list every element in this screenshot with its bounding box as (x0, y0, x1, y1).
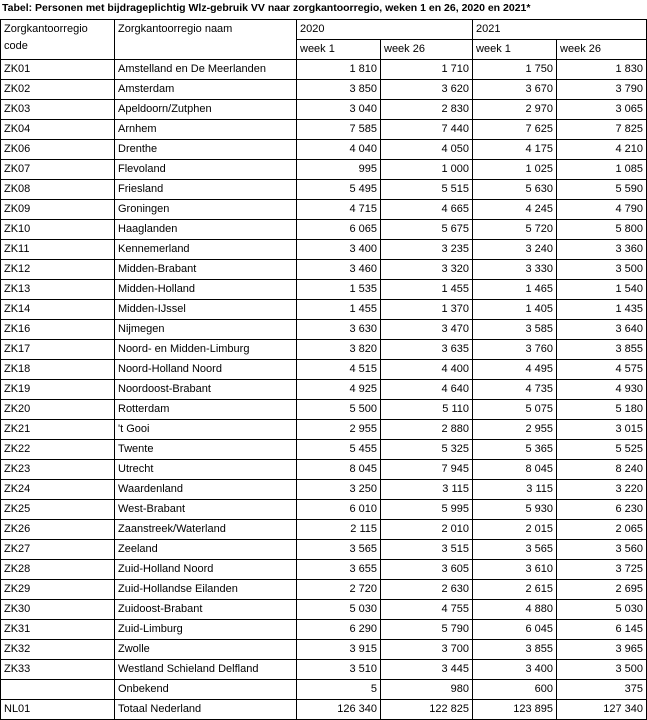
value-cell-week1-2021: 5 630 (473, 180, 557, 200)
table-row (1, 200, 647, 220)
table-row (1, 260, 647, 280)
table-title: Tabel: Personen met bijdrageplichtig Wlz-gebruik VV naar zorgkantoorregio, weken 1 en 26, 2020 en 2021* (2, 2, 531, 14)
value-cell-week26-2021: 1 085 (557, 160, 647, 180)
region-code-cell: ZK30 (1, 600, 115, 620)
value-cell-week26-2021: 3 855 (557, 340, 647, 360)
value-cell-week1-2020: 3 565 (297, 540, 381, 560)
value-cell-week1-2021: 8 045 (473, 460, 557, 480)
region-code-cell: ZK19 (1, 380, 115, 400)
value-cell-week26-2020: 3 115 (381, 480, 473, 500)
value-cell-week1-2021: 2 015 (473, 520, 557, 540)
region-code-cell: ZK33 (1, 660, 115, 680)
table-row (1, 440, 647, 460)
region-code-cell: ZK17 (1, 340, 115, 360)
region-code-cell: ZK02 (1, 80, 115, 100)
region-code-cell (1, 680, 115, 700)
region-code-cell: ZK06 (1, 140, 115, 160)
value-cell-week1-2020: 7 585 (297, 120, 381, 140)
value-cell-week1-2021: 123 895 (473, 700, 557, 720)
region-name-cell: Drenthe (115, 140, 297, 160)
value-cell-week26-2020: 1 710 (381, 60, 473, 80)
region-code-cell: ZK12 (1, 260, 115, 280)
table-row (1, 640, 647, 660)
value-cell-week1-2021: 4 175 (473, 140, 557, 160)
value-cell-week1-2020: 1 810 (297, 60, 381, 80)
value-cell-week26-2020: 5 790 (381, 620, 473, 640)
region-name-cell: Zaanstreek/Waterland (115, 520, 297, 540)
header-code: Zorgkantoorregio code (1, 20, 115, 60)
value-cell-week26-2020: 5 515 (381, 180, 473, 200)
header-row-years (1, 20, 647, 40)
value-cell-week1-2021: 7 625 (473, 120, 557, 140)
value-cell-week26-2020: 4 400 (381, 360, 473, 380)
table-row (1, 540, 647, 560)
region-code-cell: ZK09 (1, 200, 115, 220)
value-cell-week26-2020: 5 675 (381, 220, 473, 240)
value-cell-week26-2020: 3 620 (381, 80, 473, 100)
value-cell-week1-2020: 5 500 (297, 400, 381, 420)
header-week26-2021: week 26 (557, 40, 647, 60)
value-cell-week26-2021: 8 240 (557, 460, 647, 480)
header-week1-2020: week 1 (297, 40, 381, 60)
table-row (1, 160, 647, 180)
value-cell-week1-2021: 5 075 (473, 400, 557, 420)
value-cell-week1-2021: 600 (473, 680, 557, 700)
value-cell-week1-2021: 3 760 (473, 340, 557, 360)
value-cell-week26-2020: 3 605 (381, 560, 473, 580)
value-cell-week26-2020: 2 010 (381, 520, 473, 540)
value-cell-week1-2020: 2 955 (297, 420, 381, 440)
region-name-cell: Nijmegen (115, 320, 297, 340)
value-cell-week1-2021: 3 115 (473, 480, 557, 500)
value-cell-week1-2021: 1 405 (473, 300, 557, 320)
value-cell-week26-2020: 7 440 (381, 120, 473, 140)
value-cell-week26-2020: 3 635 (381, 340, 473, 360)
value-cell-week1-2021: 1 465 (473, 280, 557, 300)
value-cell-week26-2020: 3 235 (381, 240, 473, 260)
value-cell-week1-2020: 1 455 (297, 300, 381, 320)
value-cell-week26-2020: 4 755 (381, 600, 473, 620)
value-cell-week1-2021: 3 585 (473, 320, 557, 340)
region-name-cell: Zeeland (115, 540, 297, 560)
value-cell-week1-2020: 3 510 (297, 660, 381, 680)
value-cell-week26-2020: 4 050 (381, 140, 473, 160)
value-cell-week26-2020: 1 370 (381, 300, 473, 320)
region-name-cell: Utrecht (115, 460, 297, 480)
region-code-cell: ZK04 (1, 120, 115, 140)
region-code-cell: ZK26 (1, 520, 115, 540)
region-code-cell: ZK21 (1, 420, 115, 440)
value-cell-week1-2021: 5 720 (473, 220, 557, 240)
table-row (1, 300, 647, 320)
header-week26-2020: week 26 (381, 40, 473, 60)
value-cell-week26-2021: 3 015 (557, 420, 647, 440)
region-name-cell: Kennemerland (115, 240, 297, 260)
value-cell-week26-2021: 3 725 (557, 560, 647, 580)
value-cell-week1-2020: 4 040 (297, 140, 381, 160)
table-row (1, 700, 647, 720)
value-cell-week1-2021: 3 565 (473, 540, 557, 560)
value-cell-week26-2021: 3 790 (557, 80, 647, 100)
value-cell-week1-2020: 3 850 (297, 80, 381, 100)
value-cell-week26-2021: 1 830 (557, 60, 647, 80)
region-code-cell: ZK20 (1, 400, 115, 420)
value-cell-week1-2021: 3 610 (473, 560, 557, 580)
region-code-cell: ZK32 (1, 640, 115, 660)
value-cell-week1-2020: 2 720 (297, 580, 381, 600)
region-name-cell: Zuidoost-Brabant (115, 600, 297, 620)
value-cell-week26-2020: 980 (381, 680, 473, 700)
value-cell-week1-2021: 4 495 (473, 360, 557, 380)
region-name-cell: Westland Schieland Delfland (115, 660, 297, 680)
region-name-cell: Noord- en Midden-Limburg (115, 340, 297, 360)
region-code-cell: ZK10 (1, 220, 115, 240)
region-name-cell: Flevoland (115, 160, 297, 180)
value-cell-week1-2021: 2 615 (473, 580, 557, 600)
region-code-cell: ZK22 (1, 440, 115, 460)
table-row (1, 80, 647, 100)
table-row (1, 560, 647, 580)
region-name-cell: Noordoost-Brabant (115, 380, 297, 400)
value-cell-week1-2020: 3 630 (297, 320, 381, 340)
table-row (1, 460, 647, 480)
region-name-cell: Zuid-Holland Noord (115, 560, 297, 580)
region-name-cell: Haaglanden (115, 220, 297, 240)
region-name-cell: Totaal Nederland (115, 700, 297, 720)
region-code-cell: ZK14 (1, 300, 115, 320)
table-row (1, 580, 647, 600)
region-code-cell: ZK08 (1, 180, 115, 200)
value-cell-week26-2020: 2 880 (381, 420, 473, 440)
value-cell-week1-2020: 5 030 (297, 600, 381, 620)
value-cell-week26-2020: 1 000 (381, 160, 473, 180)
header-year-2020: 2020 (297, 20, 473, 40)
table-row (1, 620, 647, 640)
region-name-cell: Friesland (115, 180, 297, 200)
value-cell-week1-2020: 5 495 (297, 180, 381, 200)
region-name-cell: Midden-Holland (115, 280, 297, 300)
region-name-cell: Groningen (115, 200, 297, 220)
table-row (1, 420, 647, 440)
value-cell-week26-2020: 5 325 (381, 440, 473, 460)
value-cell-week1-2021: 3 330 (473, 260, 557, 280)
value-cell-week26-2020: 3 445 (381, 660, 473, 680)
region-code-cell: ZK28 (1, 560, 115, 580)
value-cell-week26-2021: 3 065 (557, 100, 647, 120)
region-code-cell: ZK18 (1, 360, 115, 380)
value-cell-week26-2021: 5 525 (557, 440, 647, 460)
value-cell-week26-2021: 1 435 (557, 300, 647, 320)
value-cell-week26-2021: 3 640 (557, 320, 647, 340)
table-row (1, 340, 647, 360)
value-cell-week1-2021: 3 240 (473, 240, 557, 260)
value-cell-week1-2021: 4 735 (473, 380, 557, 400)
table-row (1, 240, 647, 260)
value-cell-week1-2020: 3 250 (297, 480, 381, 500)
value-cell-week26-2021: 5 800 (557, 220, 647, 240)
header-name: Zorgkantoorregio naam (115, 20, 297, 60)
region-code-cell: ZK31 (1, 620, 115, 640)
value-cell-week26-2021: 3 500 (557, 260, 647, 280)
value-cell-week1-2020: 4 515 (297, 360, 381, 380)
value-cell-week1-2020: 6 010 (297, 500, 381, 520)
region-name-cell: Noord-Holland Noord (115, 360, 297, 380)
table-row (1, 220, 647, 240)
value-cell-week26-2020: 1 455 (381, 280, 473, 300)
table-row (1, 360, 647, 380)
value-cell-week26-2021: 127 340 (557, 700, 647, 720)
region-name-cell: Zuid-Limburg (115, 620, 297, 640)
table-row (1, 180, 647, 200)
table-row (1, 400, 647, 420)
value-cell-week26-2021: 375 (557, 680, 647, 700)
header-year-2021: 2021 (473, 20, 647, 40)
value-cell-week1-2020: 4 715 (297, 200, 381, 220)
value-cell-week1-2021: 1 025 (473, 160, 557, 180)
region-code-cell: NL01 (1, 700, 115, 720)
value-cell-week1-2020: 3 040 (297, 100, 381, 120)
value-cell-week26-2021: 3 560 (557, 540, 647, 560)
table-row (1, 380, 647, 400)
table-row (1, 480, 647, 500)
value-cell-week26-2021: 4 930 (557, 380, 647, 400)
value-cell-week26-2020: 3 320 (381, 260, 473, 280)
table-row (1, 660, 647, 680)
value-cell-week26-2021: 2 065 (557, 520, 647, 540)
value-cell-week1-2020: 6 065 (297, 220, 381, 240)
value-cell-week1-2021: 4 880 (473, 600, 557, 620)
region-code-cell: ZK11 (1, 240, 115, 260)
region-name-cell: Arnhem (115, 120, 297, 140)
region-name-cell: Midden-Brabant (115, 260, 297, 280)
region-name-cell: 't Gooi (115, 420, 297, 440)
value-cell-week26-2021: 5 030 (557, 600, 647, 620)
value-cell-week26-2020: 3 470 (381, 320, 473, 340)
value-cell-week26-2020: 5 995 (381, 500, 473, 520)
region-name-cell: Zuid-Hollandse Eilanden (115, 580, 297, 600)
value-cell-week1-2020: 3 820 (297, 340, 381, 360)
value-cell-week1-2020: 3 915 (297, 640, 381, 660)
value-cell-week26-2021: 5 180 (557, 400, 647, 420)
region-code-cell: ZK29 (1, 580, 115, 600)
table-row (1, 320, 647, 340)
region-code-cell: ZK07 (1, 160, 115, 180)
value-cell-week26-2020: 5 110 (381, 400, 473, 420)
value-cell-week26-2020: 122 825 (381, 700, 473, 720)
data-table (0, 19, 647, 720)
table-row (1, 600, 647, 620)
value-cell-week1-2021: 5 365 (473, 440, 557, 460)
region-code-cell: ZK01 (1, 60, 115, 80)
value-cell-week26-2021: 3 220 (557, 480, 647, 500)
region-code-cell: ZK13 (1, 280, 115, 300)
table-row (1, 280, 647, 300)
region-name-cell: Apeldoorn/Zutphen (115, 100, 297, 120)
value-cell-week1-2021: 1 750 (473, 60, 557, 80)
value-cell-week1-2020: 3 655 (297, 560, 381, 580)
region-name-cell: Amstelland en De Meerlanden (115, 60, 297, 80)
value-cell-week1-2020: 126 340 (297, 700, 381, 720)
value-cell-week1-2021: 5 930 (473, 500, 557, 520)
region-name-cell: Zwolle (115, 640, 297, 660)
value-cell-week1-2020: 5 (297, 680, 381, 700)
value-cell-week1-2020: 4 925 (297, 380, 381, 400)
table-row (1, 520, 647, 540)
value-cell-week1-2020: 5 455 (297, 440, 381, 460)
region-name-cell: Onbekend (115, 680, 297, 700)
value-cell-week1-2021: 4 245 (473, 200, 557, 220)
region-code-cell: ZK16 (1, 320, 115, 340)
region-code-cell: ZK23 (1, 460, 115, 480)
value-cell-week1-2021: 3 400 (473, 660, 557, 680)
value-cell-week26-2020: 4 640 (381, 380, 473, 400)
value-cell-week26-2020: 3 700 (381, 640, 473, 660)
region-name-cell: West-Brabant (115, 500, 297, 520)
header-week1-2021: week 1 (473, 40, 557, 60)
value-cell-week26-2020: 2 830 (381, 100, 473, 120)
value-cell-week26-2021: 1 540 (557, 280, 647, 300)
region-name-cell: Rotterdam (115, 400, 297, 420)
region-code-cell: ZK27 (1, 540, 115, 560)
value-cell-week26-2020: 4 665 (381, 200, 473, 220)
value-cell-week26-2021: 4 790 (557, 200, 647, 220)
value-cell-week26-2021: 6 145 (557, 620, 647, 640)
value-cell-week26-2021: 2 695 (557, 580, 647, 600)
region-name-cell: Midden-IJssel (115, 300, 297, 320)
table-row (1, 680, 647, 700)
value-cell-week26-2021: 4 210 (557, 140, 647, 160)
value-cell-week26-2020: 2 630 (381, 580, 473, 600)
value-cell-week26-2020: 3 515 (381, 540, 473, 560)
value-cell-week1-2020: 1 535 (297, 280, 381, 300)
table-row (1, 140, 647, 160)
value-cell-week26-2021: 5 590 (557, 180, 647, 200)
value-cell-week1-2020: 2 115 (297, 520, 381, 540)
value-cell-week26-2021: 4 575 (557, 360, 647, 380)
value-cell-week26-2020: 7 945 (381, 460, 473, 480)
region-name-cell: Twente (115, 440, 297, 460)
table-row (1, 60, 647, 80)
region-name-cell: Amsterdam (115, 80, 297, 100)
table-row (1, 120, 647, 140)
region-name-cell: Waardenland (115, 480, 297, 500)
value-cell-week26-2021: 3 500 (557, 660, 647, 680)
value-cell-week1-2020: 3 400 (297, 240, 381, 260)
value-cell-week1-2020: 995 (297, 160, 381, 180)
value-cell-week26-2021: 7 825 (557, 120, 647, 140)
table-row (1, 500, 647, 520)
region-code-cell: ZK24 (1, 480, 115, 500)
value-cell-week1-2020: 8 045 (297, 460, 381, 480)
value-cell-week26-2021: 3 965 (557, 640, 647, 660)
value-cell-week1-2021: 6 045 (473, 620, 557, 640)
table-row (1, 100, 647, 120)
value-cell-week26-2021: 3 360 (557, 240, 647, 260)
value-cell-week1-2021: 3 855 (473, 640, 557, 660)
value-cell-week1-2021: 3 670 (473, 80, 557, 100)
value-cell-week1-2021: 2 970 (473, 100, 557, 120)
region-code-cell: ZK25 (1, 500, 115, 520)
value-cell-week1-2020: 6 290 (297, 620, 381, 640)
value-cell-week1-2021: 2 955 (473, 420, 557, 440)
region-code-cell: ZK03 (1, 100, 115, 120)
value-cell-week26-2021: 6 230 (557, 500, 647, 520)
value-cell-week1-2020: 3 460 (297, 260, 381, 280)
